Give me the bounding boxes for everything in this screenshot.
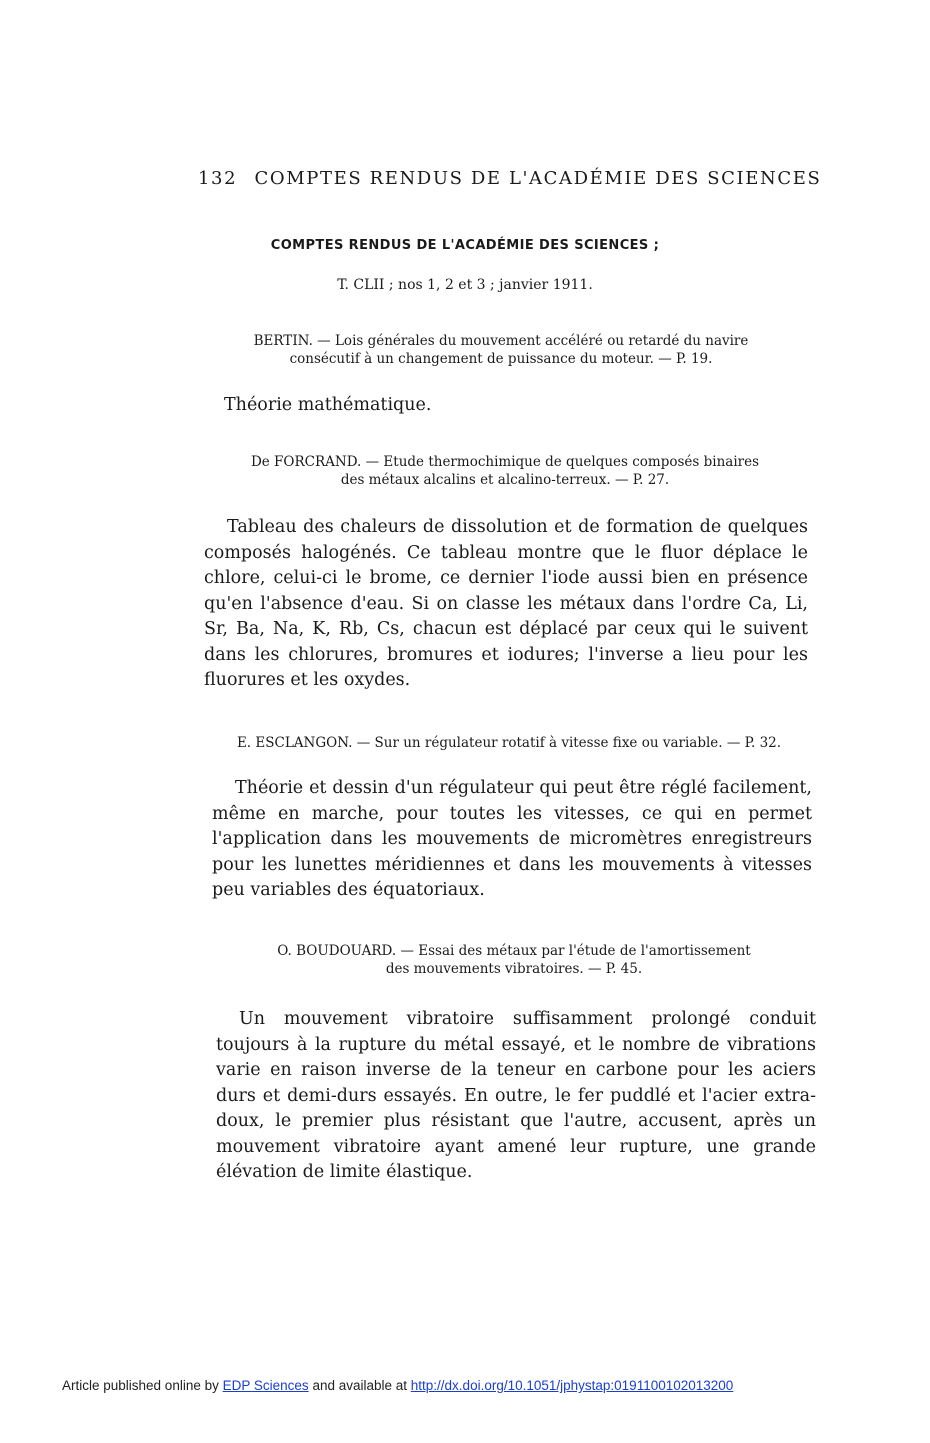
doi-link[interactable]: http://dx.doi.org/10.1051/jphystap:0191100102013200 [410, 1378, 734, 1393]
article-heading-line: De FORCRAND. — Etude thermochimique de quelques composés binaires [250, 454, 760, 470]
article-summary: Théorie et dessin d'un régulateur qui peut être réglé facilement, même en marche, pour toutes les vitesses, ce qui en permet l'application dans les mouvements de micromètres enregistreurs pour les lunettes méridiennes et dans les mouvements à vitesses peu variables des équatoriaux. [212, 778, 812, 900]
article-heading-line: BERTIN. — Lois générales du mouvement accéléré ou retardé du navire [253, 333, 749, 349]
running-head-title: COMPTES RENDUS DE L'ACADÉMIE DES SCIENCES [254, 168, 822, 189]
publisher-link[interactable]: EDP Sciences [222, 1378, 309, 1393]
footer-prefix: Article published online by [62, 1378, 219, 1393]
article-heading-line: E. ESCLANGON. — Sur un régulateur rotatif à vitesse fixe ou variable. — P. 32. [236, 735, 782, 751]
running-head [198, 168, 821, 189]
issue-line: T. CLII ; nos 1, 2 et 3 ; janvier 1911. [337, 277, 593, 293]
article-heading [0, 453, 930, 489]
journal-title: COMPTES RENDUS DE L'ACADÉMIE DES SCIENCES ; [270, 238, 660, 253]
footer-middle: and available at [312, 1378, 408, 1393]
article-heading-line: consécutif à un changement de puissance du moteur. — P. 19. [289, 351, 713, 367]
article-summary: Un mouvement vibratoire suffisamment prolongé conduit toujours à la rupture du métal essayé, et le nombre de vibrations varie en raison inverse de la teneur en carbone pour les aciers durs et demi-durs essayés. En outre, le fer puddlé et l'acier extra-doux, le premier plus résistant que l'autre, accusent, après un mouvement vibratoire ayant amené leur rupture, une grande élévation de limite élastique. [216, 1009, 816, 1182]
article-heading [0, 332, 930, 368]
article-summary: Tableau des chaleurs de dissolution et de formation de quelques composés halogénés. Ce tableau montre que le fluor déplace le chlore, celui-ci le brome, ce dernier l'iode aussi bien en présence qu'en l'absence d'eau. Si on classe les métaux dans l'ordre Ca, Li, Sr, Ba, Na, K, Rb, Cs, chacun est déplacé par ceux qui le suivent dans les chlorures, bromures et iodures; l'inverse a lieu pour les fluorures et les oxydes. [204, 517, 808, 690]
article-heading [0, 734, 930, 752]
article-heading-line: des métaux alcalins et alcalino-terreux. — P. 27. [340, 472, 670, 488]
article-heading-line: des mouvements vibratoires. — P. 45. [385, 961, 643, 977]
article-summary: Théorie mathématique. [224, 395, 432, 415]
page-number: 132 [198, 168, 238, 189]
publication-footer [62, 1378, 733, 1393]
article-heading [0, 942, 930, 978]
article-heading-line: O. BOUDOUARD. — Essai des métaux par l'étude de l'amortissement [277, 943, 751, 959]
